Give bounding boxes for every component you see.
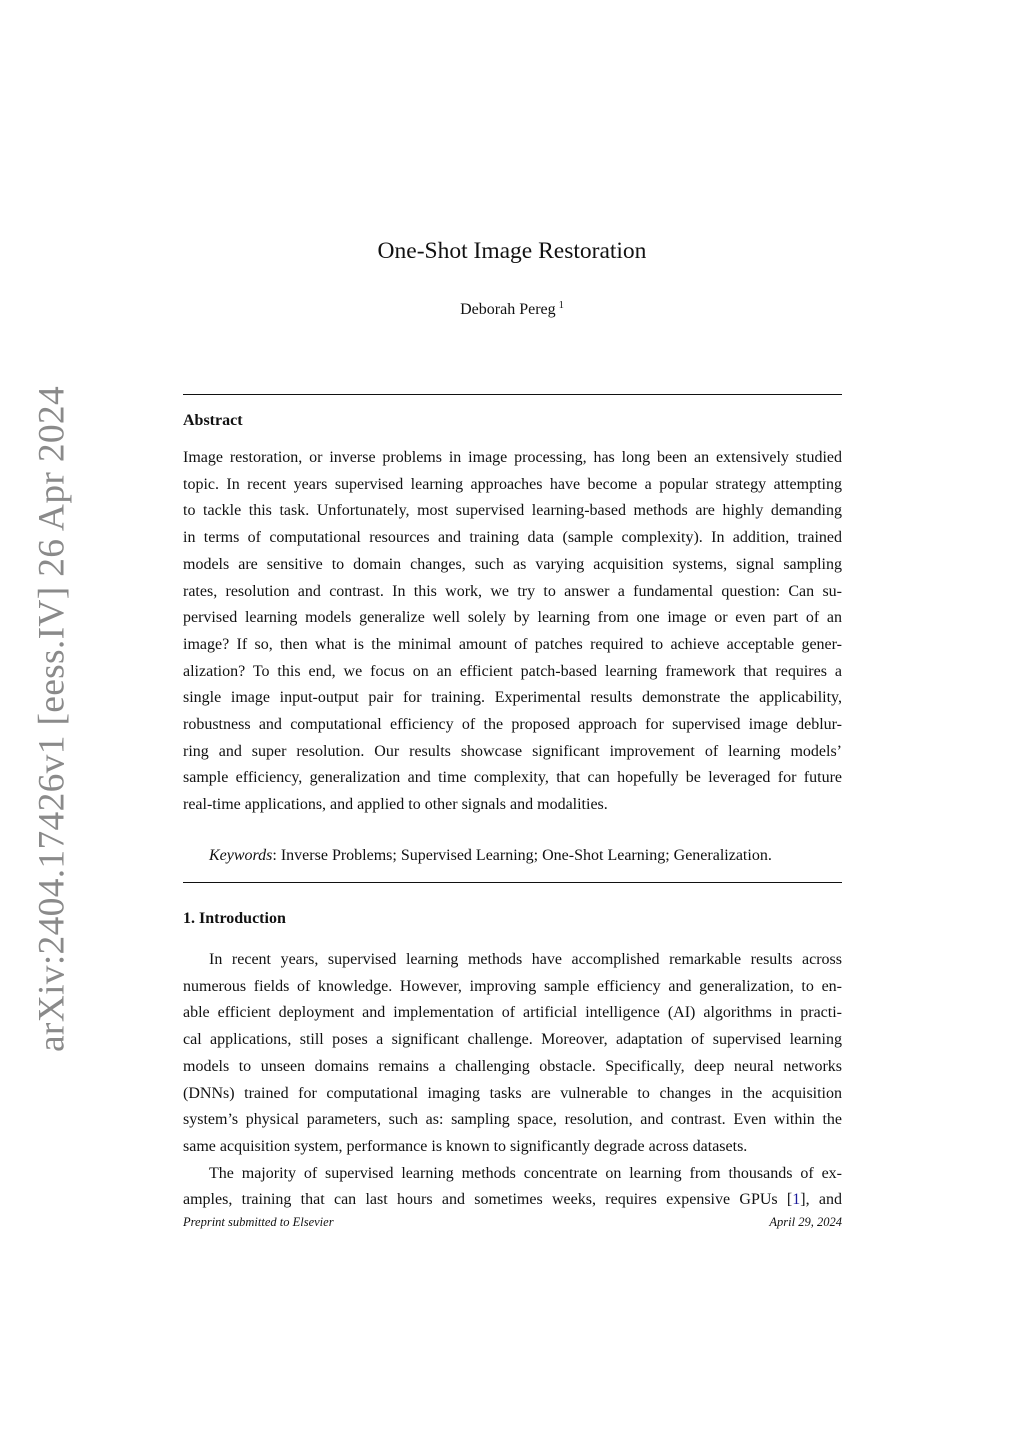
- abstract-line: Image restoration, or inverse problems in image processing, has long been an extensively studied: [183, 449, 842, 466]
- abstract-line: alization? To this end, we focus on an efficient patch-based learning framework that requires a: [183, 662, 842, 680]
- abstract-line: robustness and computational efficiency of the proposed approach for supervised image deblur-: [183, 716, 842, 734]
- abstract-line: topic. In recent years supervised learning approaches have become a popular strategy attempting: [183, 475, 842, 493]
- abstract-line: pervised learning models generalize well solely by learning from one image or even part of an: [183, 609, 842, 627]
- footer-date: April 29, 2024: [769, 1215, 842, 1229]
- citation-link[interactable]: 1: [792, 1191, 801, 1209]
- introduction-text: amples, training that can last hours and sometimes weeks, requires expensive GPUs [: [183, 1191, 793, 1209]
- author-name: Deborah Pereg: [460, 301, 556, 318]
- introduction-line: cal applications, still poses a significant challenge. Moreover, adaptation of supervised learning: [183, 1031, 842, 1049]
- abstract-line: in terms of computational resources and training data (sample complexity). In addition, trained: [183, 529, 842, 547]
- abstract-line: rates, resolution and contrast. In this work, we try to answer a fundamental question: Can su-: [183, 582, 842, 600]
- abstract-bottom-rule: [183, 882, 842, 883]
- abstract-top-rule: [183, 394, 842, 395]
- abstract-heading: Abstract: [183, 412, 243, 429]
- introduction-heading: 1. Introduction: [183, 910, 286, 927]
- introduction-line: models to unseen domains remains a challenging obstacle. Specifically, deep neural networks: [183, 1057, 842, 1075]
- affiliation-mark: 1: [558, 300, 564, 311]
- introduction-line: The majority of supervised learning methods concentrate on learning from thousands of ex-: [209, 1164, 842, 1182]
- keywords-label: Keywords: [209, 847, 273, 864]
- abstract-line: to tackle this task. Unfortunately, most supervised learning-based methods are highly demanding: [183, 502, 842, 520]
- keywords-list: : Inverse Problems; Supervised Learning; One-Shot Learning; Generalization.: [272, 847, 772, 864]
- introduction-line: same acquisition system, performance is known to significantly degrade across datasets.: [183, 1137, 748, 1155]
- abstract-line: single image input-output pair for training. Experimental results demonstrate the applicability,: [183, 689, 842, 707]
- abstract-line: models are sensitive to domain changes, such as varying acquisition systems, signal sampling: [183, 555, 842, 573]
- paper-title: One-Shot Image Restoration: [377, 238, 647, 264]
- abstract-line: ring and super resolution. Our results showcase significant improvement of learning models’: [183, 742, 842, 760]
- introduction-line: system’s physical parameters, such as: sampling space, resolution, and contrast. Even within the: [183, 1111, 842, 1129]
- abstract-line: real-time applications, and applied to other signals and modalities.: [183, 796, 608, 814]
- introduction-line: (DNNs) trained for computational imaging tasks are vulnerable to changes in the acquisition: [183, 1084, 842, 1102]
- introduction-line: numerous fields of knowledge. However, improving sample efficiency and generalization, to en-: [183, 977, 842, 995]
- introduction-line: In recent years, supervised learning methods have accomplished remarkable results across: [209, 951, 842, 968]
- introduction-body: [183, 947, 842, 1214]
- footer-preprint-note: Preprint submitted to Elsevier: [183, 1215, 334, 1229]
- keywords-line: [209, 845, 772, 867]
- arxiv-identifier-stamp: arXiv:2404.17426v1 [eess.IV] 26 Apr 2024: [31, 385, 73, 1053]
- abstract-body: [183, 445, 842, 819]
- abstract-line: image? If so, then what is the minimal amount of patches required to achieve acceptable gener-: [183, 635, 842, 653]
- abstract-line: sample efficiency, generalization and time complexity, that can hopefully be leveraged for future: [183, 769, 842, 787]
- introduction-text: ], and: [800, 1191, 842, 1209]
- introduction-line-with-citation: [183, 1187, 842, 1214]
- author-line: [0, 295, 1024, 321]
- introduction-line: able efficient deployment and implementation of artificial intelligence (AI) algorithms in practi-: [183, 1004, 842, 1022]
